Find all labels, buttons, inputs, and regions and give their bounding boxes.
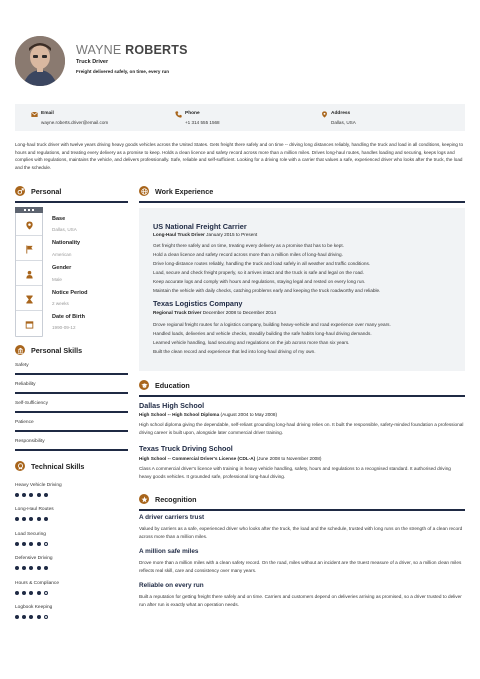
skill-level-dot — [22, 615, 26, 619]
skill-level-dot — [37, 591, 41, 595]
address-value: Dallas, USA — [331, 120, 356, 125]
job-bullet: Get freight there safely and on time, treating every delivery as a promise that has to be kept. — [153, 243, 344, 248]
skill-level-dots — [15, 615, 51, 619]
recognition-description: Drove more than a million miles with a clean safety record. On the road, miles without an incident are the truest measure of a driver, so a million clean miles reflects real skill, care and consistency over many years. — [139, 560, 462, 573]
technical-skill — [15, 532, 128, 537]
recognition-description: Built a reputation for getting freight there safely and on time. Carriers and customers depend on deliveries arriving as promised, so a driver trusted to deliver run after run is exactly what an operation needs. — [139, 594, 462, 607]
base-value: Dallas, USA — [52, 227, 77, 232]
skill-level-dot — [22, 542, 26, 546]
skill-level-dot — [37, 566, 41, 570]
technical-skill-name: Hours & Compliance — [15, 580, 59, 586]
person-icon — [25, 270, 34, 279]
contact-bar — [15, 104, 465, 131]
phone-value[interactable]: +1 314 555 1568 — [185, 120, 220, 125]
education-subtitle: High School -- Commercial Driver's License (CDL-A) — [139, 456, 256, 461]
skill-level-dot — [29, 566, 33, 570]
avatar — [15, 36, 65, 86]
personal-icon-strip — [15, 207, 43, 337]
star-icon — [139, 494, 149, 504]
recognition-heading — [139, 494, 197, 504]
gender-label: Gender — [52, 265, 72, 271]
map-pin-icon — [321, 111, 328, 118]
last-name: ROBERTS — [125, 43, 188, 57]
personal-skill: Self-Sufficiency — [15, 401, 128, 406]
education-subtitle-line — [139, 412, 277, 417]
education-description: Class A commercial driver's licence with training in heavy vehicle handling, safety, hours and regulations to a recognised standard. It authorised driving heavy goods vehicles. It grounded safe, professional long-haul driving. — [139, 466, 451, 479]
profile-photo — [15, 36, 65, 86]
recognition-title: A driver carriers trust — [139, 514, 205, 521]
education-heading — [139, 380, 190, 390]
first-name: WAYNE — [76, 43, 122, 57]
job-dates: January 2015 to Present — [206, 232, 258, 237]
calendar-icon — [25, 320, 34, 329]
skill-level-dot — [15, 615, 19, 619]
skill-level-dot — [29, 493, 33, 497]
technical-skill-name: Logbook Keeping — [15, 605, 53, 610]
job-bullet: Keep accurate logs and comply with hours and regulations, staying legal and rested on every long run. — [153, 279, 366, 284]
personal-heading — [15, 186, 61, 196]
skill-level-dots — [15, 517, 51, 521]
job-role: Long-Haul Truck Driver — [153, 232, 205, 237]
phone-label: Phone — [185, 111, 200, 116]
education-dates: (June 2008 to November 2008) — [256, 456, 322, 461]
personal-skills-heading — [15, 345, 82, 355]
skill-level-dot — [44, 493, 48, 497]
job-company: Texas Logistics Company — [153, 299, 243, 308]
personal-skill: Reliability — [15, 382, 128, 387]
personal-details — [15, 207, 128, 337]
skill-level-dot — [44, 615, 48, 619]
education-title: Dallas High School — [139, 401, 205, 410]
technical-skill-name: Long-Haul Routes — [15, 507, 54, 513]
notice-period-label: Notice Period — [52, 290, 88, 296]
map-pin-icon — [25, 221, 34, 230]
skill-level-dot — [29, 591, 33, 595]
job-role-line — [153, 232, 257, 237]
personal-skill: Patience — [15, 420, 128, 425]
education-dates: (August 2004 to May 2008) — [220, 412, 278, 417]
award-icon — [15, 461, 25, 471]
email-value[interactable]: wayne.roberts.driver@email.com — [41, 120, 109, 125]
profile-summary: Long-haul truck driver with twelve years driving heavy goods vehicles across the United States. Gets freight there safely and on time -- driving long distances reliably, handling the truck and load in all conditions, keeping to hours and regulations, and treating every delivery as a promise to keep. Holds a clean licence and safety record across more than a million miles. Drives long-haul routes, handles loading and securing, keeps logs and complies with regulations, maintains the vehicle, and delivers professionally. Safe, reliable and self-sufficient. Looking for a driving role with a carrier that values a safe, experienced driver who looks after the truck, the load and the schedule. — [15, 142, 464, 170]
skill-level-dot — [15, 566, 19, 570]
technical-skill-name: Heavy Vehicle Driving — [15, 483, 62, 488]
tagline: Freight delivered safely, on time, every run — [76, 69, 170, 74]
recognition-description: Valued by carriers as a safe, experienced driver who looks after the truck, the load and the schedule, trusted with long runs on the strength of a clean record across more than a million miles. — [139, 526, 463, 539]
skill-level-dot — [37, 542, 41, 546]
notice-period-value: 2 weeks — [52, 301, 69, 306]
skill-level-dot — [44, 591, 48, 595]
personal-skill: Safety — [15, 363, 128, 368]
technical-skill — [15, 507, 128, 512]
education-subtitle: High School -- High School Diploma — [139, 412, 220, 417]
job-bullet: Handled loads, deliveries and vehicle checks, steadily building the safe habits long-haul driving demands. — [153, 331, 372, 336]
skill-level-dots — [15, 566, 51, 570]
skill-level-dot — [44, 542, 48, 546]
building-icon — [15, 345, 25, 355]
skill-level-dot — [29, 615, 33, 619]
base-label: Base — [52, 216, 66, 222]
graduation-cap-icon — [139, 380, 149, 390]
skill-level-dot — [44, 566, 48, 570]
skill-level-dot — [15, 517, 19, 521]
skill-level-dot — [29, 517, 33, 521]
skill-level-dot — [22, 517, 26, 521]
skill-level-dots — [15, 493, 51, 497]
phone-icon — [175, 111, 182, 118]
skill-level-dot — [37, 517, 41, 521]
work-experience-panel — [139, 208, 465, 371]
gender-symbol-icon — [15, 186, 25, 196]
job-bullet: Drove regional freight routes for a logistics company, building heavy-vehicle and road experience over many years. — [153, 322, 391, 327]
technical-skill — [15, 483, 128, 488]
work-experience-rule — [139, 201, 465, 203]
nationality-label: Nationality — [52, 240, 81, 246]
personal-skill: Responsibility — [15, 439, 128, 444]
skill-level-dot — [22, 591, 26, 595]
skill-level-dots — [15, 591, 51, 595]
address-label: Address — [331, 111, 351, 116]
skill-level-dot — [37, 493, 41, 497]
skill-level-dot — [44, 517, 48, 521]
job-title: Truck Driver — [76, 59, 109, 65]
job-bullet: Load, secure and check freight properly, so it arrives intact and the truck is safe and legal on the road. — [153, 270, 364, 275]
job-bullet: Maintain the vehicle with daily checks, catching problems early and keeping the truck roadworthy and reliable. — [153, 288, 381, 293]
globe-icon — [139, 186, 149, 196]
technical-skill — [15, 581, 128, 586]
flag-icon — [25, 245, 34, 254]
skill-level-dot — [15, 493, 19, 497]
job-company: US National Freight Carrier — [153, 222, 247, 231]
candidate-name — [76, 43, 188, 57]
technical-skill-name: Load Securing — [15, 531, 46, 537]
personal-skills-heading-text: Personal Skills — [31, 345, 83, 355]
recognition-title: A million safe miles — [139, 548, 199, 555]
date-of-birth-value: 1990-09-12 — [52, 325, 76, 330]
job-bullet: Hold a clean licence and safety record across more than a million miles of long-haul driving. — [153, 252, 343, 257]
skill-level-dots — [15, 542, 51, 546]
technical-skill — [15, 605, 128, 610]
recognition-heading-text: Recognition — [155, 494, 197, 504]
recognition-rule — [139, 509, 465, 511]
envelope-icon — [31, 111, 38, 118]
strip-header — [15, 207, 43, 213]
skill-level-dot — [37, 615, 41, 619]
education-title: Texas Truck Driving School — [139, 444, 233, 453]
date-of-birth-label: Date of Birth — [52, 314, 85, 320]
skill-level-dot — [22, 493, 26, 497]
skill-level-dot — [15, 591, 19, 595]
education-subtitle-line — [139, 456, 321, 461]
gender-value: Male — [52, 277, 62, 282]
job-role: Regional Truck Driver — [153, 310, 202, 315]
education-description: High school diploma giving the dependable, self-reliant grounding long-haul driving relies on. It built the responsible, safety-minded foundation a professional driving career is built upon, alongside later commercial driver training. — [139, 422, 464, 435]
job-bullet: Built the clean record and experience that led into long-haul driving of my own. — [153, 349, 316, 354]
personal-heading-text: Personal — [31, 186, 62, 196]
technical-skill — [15, 556, 128, 561]
skill-level-dot — [29, 542, 33, 546]
technical-skill-name: Defensive Driving — [15, 556, 53, 562]
hourglass-icon — [25, 295, 34, 304]
skill-level-dot — [22, 566, 26, 570]
job-dates: December 2008 to December 2014 — [202, 310, 277, 315]
email-label: Email — [41, 111, 54, 116]
job-role-line — [153, 310, 276, 315]
recognition-title: Reliable on every run — [139, 582, 204, 589]
work-experience-heading — [139, 186, 213, 196]
work-experience-heading-text: Work Experience — [155, 186, 214, 196]
education-heading-text: Education — [155, 380, 190, 390]
education-rule — [139, 395, 465, 397]
job-bullet: Drive long-distance routes reliably, handling the truck and load safely in all weather and traffic conditions. — [153, 261, 371, 266]
personal-rule — [15, 201, 128, 203]
technical-skills-heading — [15, 461, 84, 471]
job-bullet: Learned vehicle handling, load securing and regulations on the job across more than six years. — [153, 340, 350, 345]
technical-skills-heading-text: Technical Skills — [31, 461, 85, 471]
skill-level-dot — [15, 542, 19, 546]
nationality-value: American — [52, 252, 72, 257]
